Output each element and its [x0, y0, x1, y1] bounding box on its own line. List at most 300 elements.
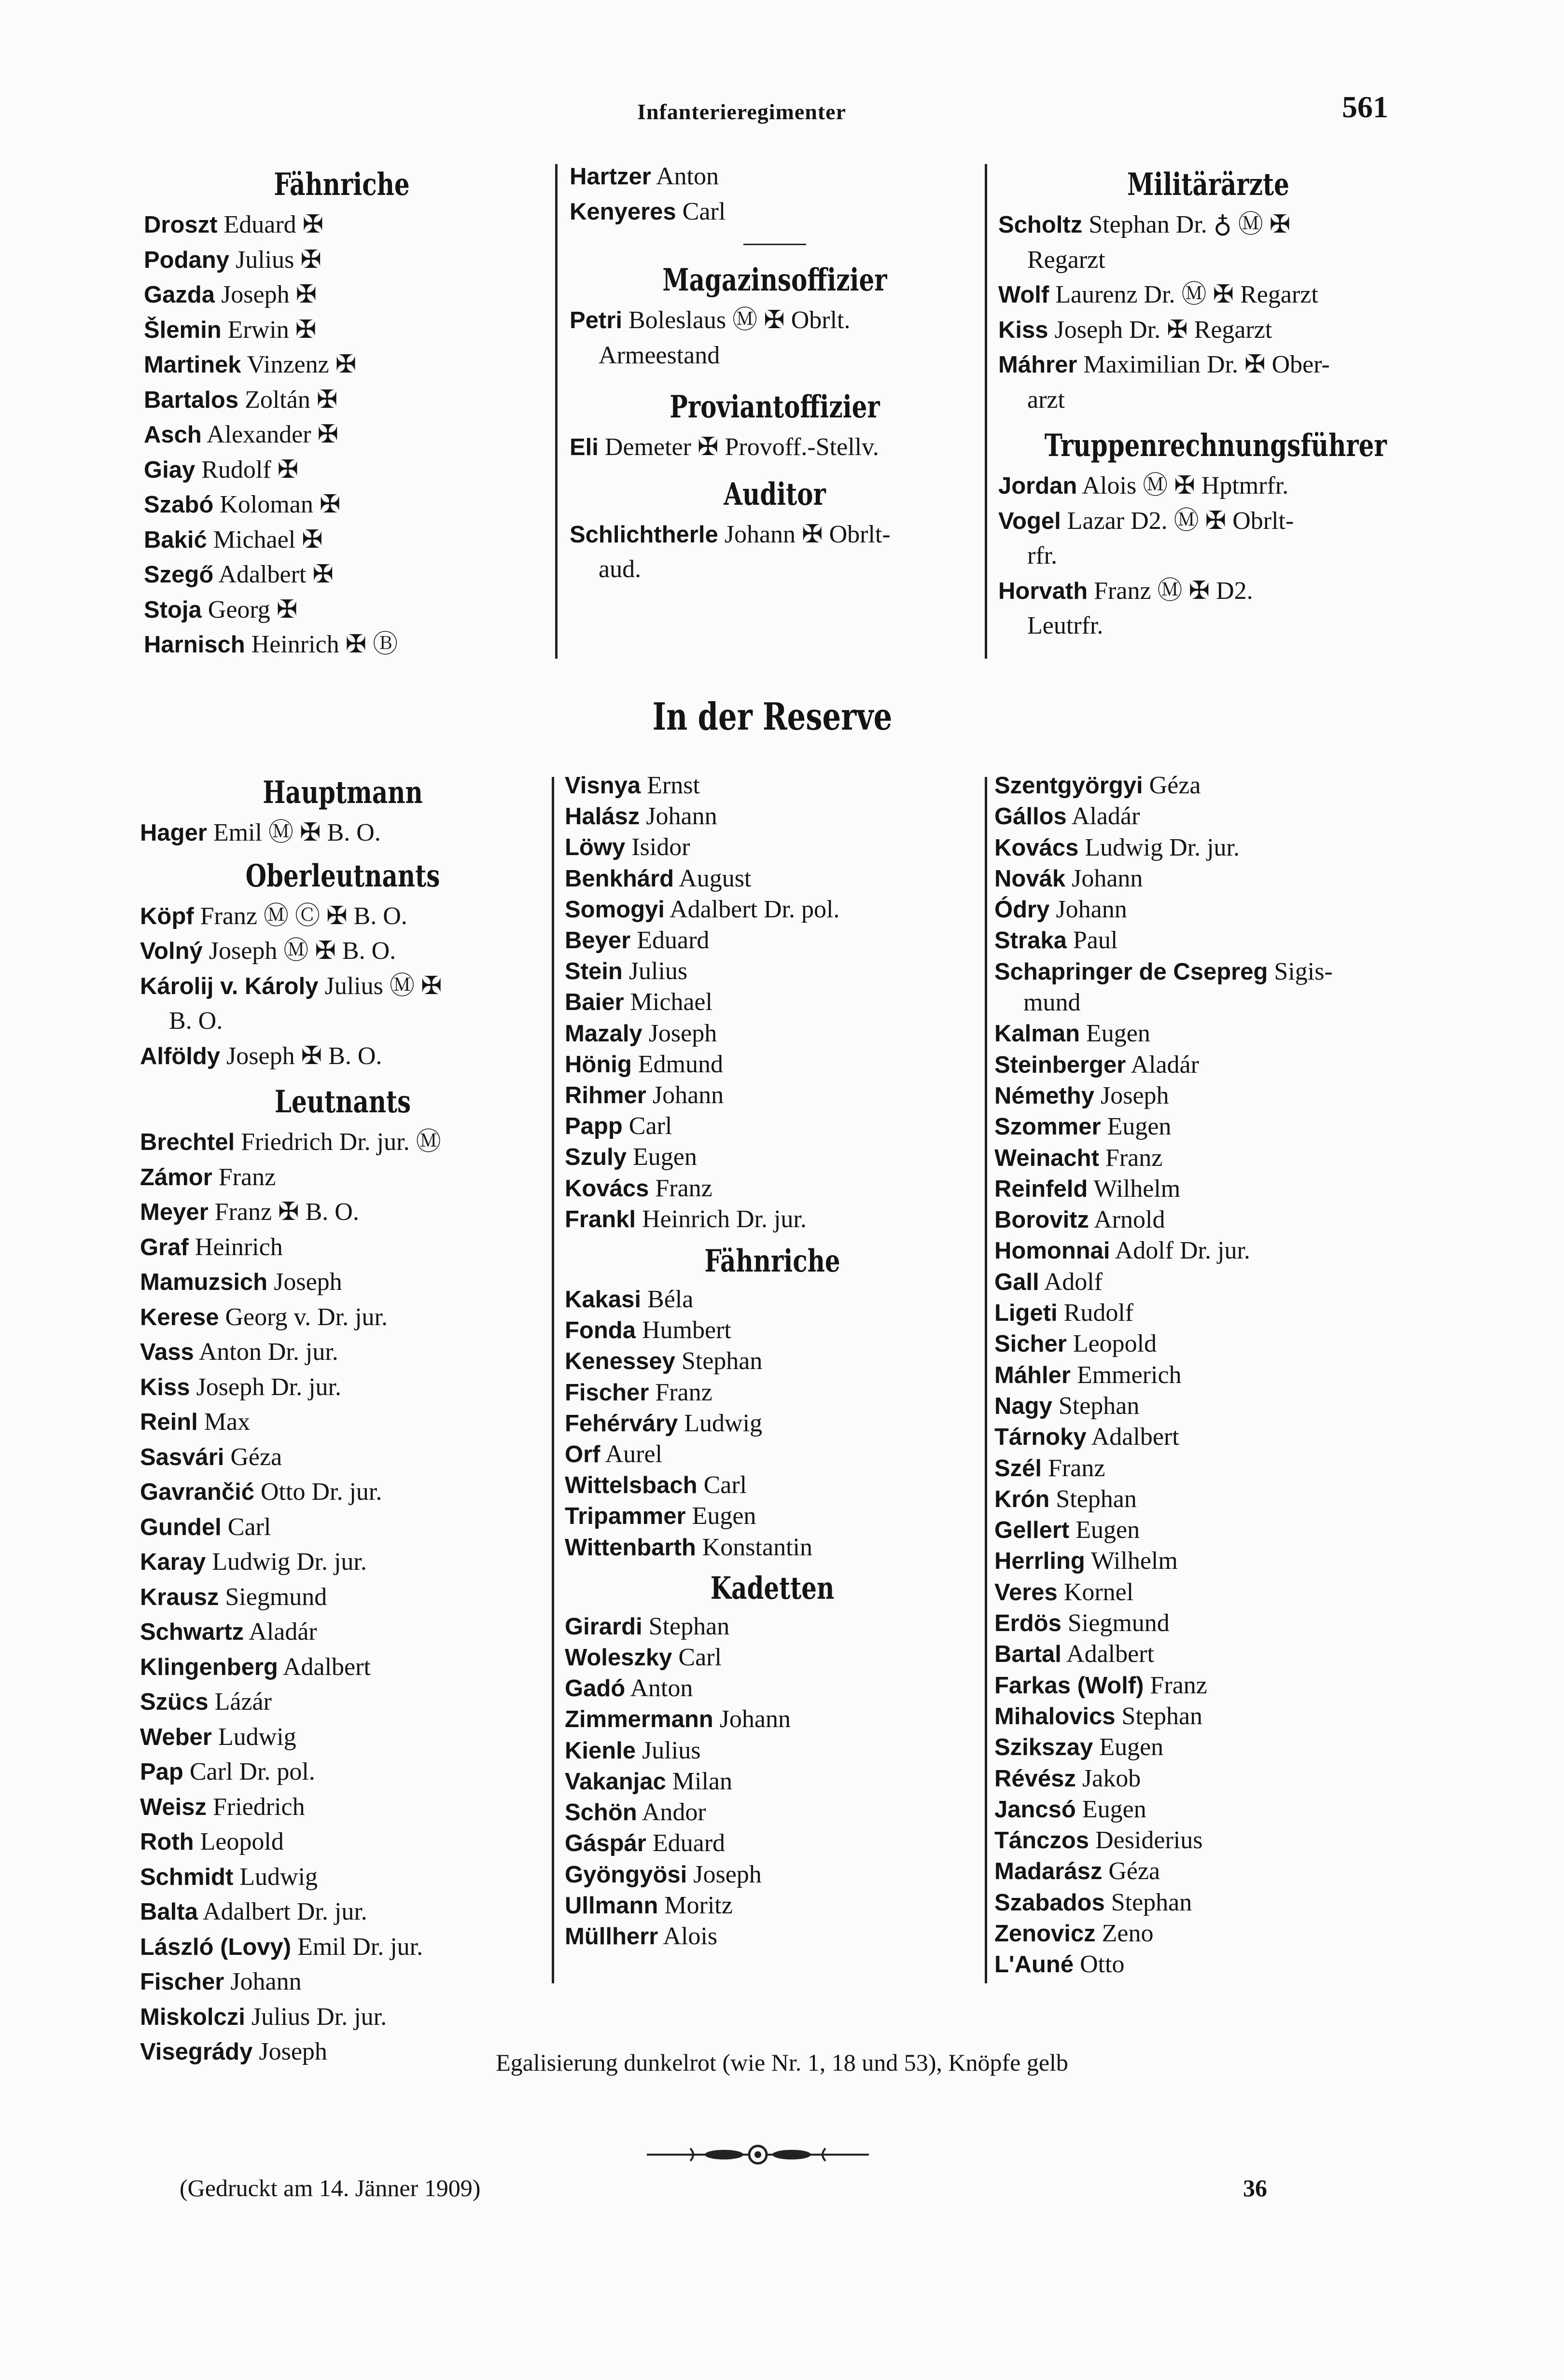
surname: Martinek [144, 352, 241, 378]
surname: Karay [140, 1549, 206, 1575]
list-item [140, 1195, 545, 1230]
leutnants-list [140, 1125, 545, 2070]
surname: Müllherr [565, 1923, 658, 1950]
surname: Farkas (Wolf) [994, 1672, 1144, 1699]
surname: Graf [140, 1234, 189, 1260]
given-name-and-rank: Adalbert [278, 1653, 371, 1681]
list-item [140, 1930, 545, 1965]
given-name-and-rank: Rudolf ✠ [195, 456, 299, 484]
surname: Révész [994, 1765, 1076, 1792]
faehnriche-list [144, 208, 540, 663]
reserve-heading: In der Reserve [652, 695, 893, 739]
surname: Vass [140, 1339, 194, 1365]
list-item [140, 1230, 545, 1265]
given-name-and-rank: Paul [1066, 927, 1118, 955]
given-name-and-rank: Emmerich [1070, 1361, 1182, 1389]
list-item [565, 1173, 980, 1204]
list-item [565, 1080, 980, 1111]
surname: Kovács [565, 1175, 649, 1202]
top-column-middle [570, 159, 980, 587]
list-item [565, 1673, 980, 1704]
section-heading-auditor: Auditor [724, 476, 826, 512]
given-name-and-rank: Franz [1099, 1144, 1163, 1172]
list-item [565, 1470, 980, 1501]
list-item [565, 894, 980, 925]
list-item [998, 347, 1418, 383]
list-item [998, 208, 1418, 243]
list-item [140, 1545, 545, 1580]
surname: Károlij v. Károly [140, 973, 319, 999]
given-name-and-rank: Heinrich [188, 1233, 283, 1261]
section-heading-oberleutnants: Oberleutnants [245, 858, 440, 894]
given-name-and-rank: Anton [651, 163, 719, 190]
surname: Fischer [140, 1969, 224, 1995]
surname: Droszt [144, 212, 218, 238]
list-item [565, 1501, 980, 1532]
list-item [565, 1408, 980, 1439]
surname: Brechtel [140, 1129, 235, 1155]
list-item [565, 1611, 980, 1642]
surname: Scholtz [998, 212, 1083, 238]
list-item [565, 1704, 980, 1735]
list-item [144, 417, 540, 453]
surname: Rihmer [565, 1082, 646, 1109]
given-name-and-rank: Béla [641, 1286, 694, 1314]
list-item [994, 1298, 1419, 1328]
given-name-and-rank: Eugen [1101, 1113, 1172, 1141]
list-item [144, 208, 540, 243]
surname: Wolf [998, 282, 1049, 308]
given-name-and-rank: Vinzenz ✠ [241, 351, 357, 378]
given-name-and-rank: Ludwig [678, 1409, 763, 1437]
column-divider [985, 164, 987, 659]
surname: Bartalos [144, 387, 239, 413]
top-column-faehnriche [144, 159, 540, 663]
given-name-and-rank: Joseph [267, 1268, 342, 1296]
surname: Roth [140, 1829, 194, 1855]
proviant-list [570, 430, 980, 465]
surname: Gáspár [565, 1830, 646, 1857]
list-item [994, 1422, 1419, 1453]
surname: Novák [994, 865, 1066, 892]
list-item [140, 1160, 545, 1195]
given-name-and-rank: Franz Ⓜ Ⓒ ✠ B. O. [194, 902, 407, 930]
given-name-and-rank: Eugen [626, 1143, 697, 1171]
surname: Hager [140, 820, 207, 846]
surname: Benkhárd [565, 865, 674, 892]
list-item [994, 1825, 1419, 1856]
surname: Volný [140, 938, 203, 964]
surname: Beyer [565, 927, 631, 954]
list-item [140, 1004, 545, 1039]
list-item [565, 1284, 980, 1315]
given-name-and-rank: Wilhelm [1088, 1175, 1181, 1203]
surname: Tripammer [565, 1503, 686, 1530]
surname: Wittenbarth [565, 1534, 696, 1561]
given-name-and-rank: Stephan [642, 1612, 730, 1640]
given-name-and-rank: Aladár [1126, 1051, 1199, 1079]
given-name-and-rank: Adalbert [1086, 1423, 1179, 1451]
surname: Krausz [140, 1584, 219, 1610]
surname: Gundel [140, 1514, 222, 1540]
given-name-and-rank: Carl [221, 1513, 271, 1541]
given-name-and-rank: Joseph [1094, 1081, 1169, 1109]
surname: Kiss [140, 1374, 190, 1400]
given-name-and-rank: Adolf Dr. jur. [1110, 1237, 1250, 1265]
given-name-and-rank: Géza [1143, 772, 1201, 799]
surname: Petri [570, 307, 622, 333]
given-name-and-rank: Stephan [675, 1347, 763, 1375]
list-item [565, 1735, 980, 1766]
surname: Ullmann [565, 1892, 658, 1919]
list-item [144, 523, 540, 558]
list-item [994, 1918, 1419, 1949]
list-item [570, 159, 980, 194]
given-name-and-rank: Moritz [658, 1891, 733, 1919]
surname: Schön [565, 1799, 637, 1826]
given-name-and-rank: arzt [1027, 386, 1065, 414]
given-name-and-rank: Heinrich Dr. jur. [636, 1205, 807, 1233]
list-item [994, 1577, 1419, 1608]
given-name-and-rank: Aurel [600, 1440, 663, 1468]
surname: Weber [140, 1724, 212, 1750]
militaeraerzte-list [998, 208, 1418, 417]
list-item [144, 243, 540, 278]
list-item [565, 863, 980, 894]
list-item [140, 1790, 545, 1825]
list-item [994, 1856, 1419, 1887]
given-name-and-rank: Lazar D2. Ⓜ ✠ Obrlt- [1061, 507, 1294, 535]
given-name-and-rank: Stephan [1104, 1888, 1192, 1916]
list-item [565, 832, 980, 863]
given-name-and-rank: Siegmund [219, 1583, 327, 1611]
list-item [994, 801, 1419, 832]
given-name-and-rank: Demeter ✠ Provoff.-Stellv. [598, 433, 879, 461]
surname: Szabó [144, 492, 214, 518]
surname: Szél [994, 1455, 1042, 1481]
list-item [994, 1515, 1419, 1546]
ornament-divider-icon [647, 2143, 869, 2167]
surname: Mamuzsich [140, 1269, 268, 1295]
given-name-and-rank: Adalbert ✠ [213, 561, 334, 588]
list-item [565, 1828, 980, 1859]
given-name-and-rank: Koloman ✠ [213, 491, 341, 518]
given-name-and-rank: mund [1023, 989, 1081, 1017]
given-name-and-rank: Friedrich Dr. jur. Ⓜ [235, 1128, 441, 1156]
list-item [994, 1050, 1419, 1080]
given-name-and-rank: Julius [622, 957, 688, 985]
page-number: 561 [1342, 90, 1388, 124]
list-item [144, 277, 540, 313]
list-item [994, 1453, 1419, 1484]
list-item [144, 593, 540, 628]
list-item [998, 277, 1418, 313]
given-name-and-rank: Zeno [1095, 1919, 1154, 1947]
list-item [140, 816, 545, 851]
surname: Bakić [144, 526, 207, 553]
surname: Mazaly [565, 1020, 642, 1047]
running-title: Infanterieregimenter [637, 99, 846, 124]
surname: Schwartz [140, 1619, 244, 1645]
given-name-and-rank: Géza [224, 1443, 282, 1471]
list-item [994, 1732, 1419, 1763]
list-item [998, 383, 1418, 418]
list-item [565, 1921, 980, 1952]
given-name-and-rank: Johann [224, 1968, 302, 1995]
list-item [994, 1174, 1419, 1204]
given-name-and-rank: Géza [1102, 1857, 1160, 1885]
reserve-column-officers [140, 767, 545, 2070]
list-item [565, 801, 980, 832]
given-name-and-rank: Leopold [194, 1828, 284, 1855]
list-item [140, 1475, 545, 1510]
surname: Gall [994, 1269, 1039, 1295]
surname: Fischer [565, 1379, 649, 1406]
surname: Szabados [994, 1889, 1105, 1916]
surname: Gyöngyösi [565, 1861, 687, 1888]
list-item [994, 1763, 1419, 1794]
section-heading-magazin: Magazinsoffizier [662, 262, 887, 298]
surname: Homonnai [994, 1238, 1110, 1264]
surname: Weinacht [994, 1145, 1099, 1171]
given-name-and-rank: Aladár [244, 1618, 317, 1646]
list-item [994, 956, 1419, 987]
given-name-and-rank: Eduard ✠ [217, 211, 324, 238]
surname: Balta [140, 1899, 198, 1925]
list-item [140, 1265, 545, 1300]
surname: Szentgyörgyi [994, 773, 1143, 799]
list-item [570, 194, 980, 230]
given-name-and-rank: Ernst [641, 772, 700, 799]
surname: L'Auné [994, 1951, 1074, 1978]
list-item [994, 1546, 1419, 1577]
list-item [140, 1300, 545, 1335]
list-item [140, 1125, 545, 1160]
given-name-and-rank: Anton [625, 1674, 693, 1702]
kadetten-list [565, 1611, 980, 1952]
given-name-and-rank: Joseph [642, 1019, 717, 1047]
given-name-and-rank: Andor [637, 1799, 706, 1827]
list-item [994, 832, 1419, 863]
surname: Straka [994, 927, 1067, 954]
given-name-and-rank: Julius [636, 1736, 701, 1764]
magazin-list [570, 303, 980, 373]
list-item [565, 1377, 980, 1408]
given-name-and-rank: Wilhelm [1085, 1547, 1178, 1575]
surname: Woleszky [565, 1645, 672, 1671]
given-name-and-rank: Adalbert Dr. jur. [197, 1898, 367, 1925]
egalisierung-note: Egalisierung dunkelrot (wie Nr. 1, 18 und 53), Knöpfe gelb [496, 2049, 1068, 2076]
list-item [998, 609, 1418, 644]
given-name-and-rank: rfr. [1027, 542, 1058, 569]
surname: Visegrády [140, 2039, 253, 2065]
officer-list [570, 159, 980, 229]
surname: Eli [570, 434, 599, 460]
list-item [994, 1887, 1419, 1918]
given-name-and-rank: Joseph Dr. ✠ Regarzt [1048, 316, 1272, 344]
column-divider [555, 164, 558, 659]
given-name-and-rank: Rudolf [1057, 1299, 1134, 1327]
given-name-and-rank: Eduard [646, 1829, 726, 1857]
given-name-and-rank: Friedrich [206, 1793, 305, 1821]
list-item [140, 1440, 545, 1475]
surname: Madarász [994, 1858, 1103, 1885]
surname: Kienle [565, 1737, 636, 1764]
surname: Orf [565, 1441, 600, 1468]
list-item [565, 1439, 980, 1470]
list-item [994, 1267, 1419, 1298]
surname: Máhler [994, 1362, 1071, 1388]
given-name-and-rank: Stephan [1052, 1392, 1140, 1420]
given-name-and-rank: Leutrfr. [1027, 612, 1103, 639]
surname: Némethy [994, 1082, 1094, 1109]
list-item [994, 1670, 1419, 1701]
given-name-and-rank: Alexander ✠ [201, 421, 339, 448]
list-item [140, 1510, 545, 1545]
given-name-and-rank: Joseph [252, 2038, 327, 2065]
list-item [140, 1650, 545, 1685]
list-item [994, 1701, 1419, 1732]
list-item [994, 1204, 1419, 1235]
list-item [994, 1080, 1419, 1111]
surname: Harnisch [144, 632, 245, 658]
given-name-and-rank: Leopold [1066, 1330, 1157, 1358]
surname: Hartzer [570, 164, 651, 190]
section-heading-kadetten: Kadetten [710, 1570, 835, 1606]
surname: Szegő [144, 562, 214, 588]
list-item [144, 487, 540, 523]
given-name-and-rank: Alois [658, 1922, 718, 1950]
given-name-and-rank: Julius Ⓜ ✠ [318, 972, 442, 1000]
surname: Fonda [565, 1317, 636, 1344]
list-item [565, 1859, 980, 1890]
surname: Gellert [994, 1517, 1070, 1544]
given-name-and-rank: Eugen [1093, 1733, 1164, 1761]
list-item [998, 469, 1418, 504]
given-name-and-rank: Eduard [630, 927, 710, 955]
list-item [994, 1608, 1419, 1639]
surname: Nagy [994, 1393, 1052, 1419]
given-name-and-rank: Heinrich ✠ Ⓑ [245, 631, 398, 658]
surname: Herrling [994, 1548, 1085, 1575]
list-item [140, 1965, 545, 2000]
auditor-list [570, 517, 980, 587]
given-name-and-rank: Eugen [1069, 1516, 1140, 1544]
given-name-and-rank: Joseph ✠ [215, 281, 317, 308]
section-heading-leutnants: Leutnants [274, 1084, 411, 1120]
list-item [570, 552, 980, 587]
given-name-and-rank: Adolf [1039, 1268, 1103, 1296]
given-name-and-rank: Ludwig [233, 1863, 318, 1891]
list-item [998, 539, 1418, 574]
top-column-aerzte [998, 159, 1418, 644]
list-item [570, 517, 980, 553]
list-item [998, 243, 1418, 278]
list-item [994, 1794, 1419, 1825]
given-name-and-rank: Erwin ✠ [221, 316, 317, 344]
surname: Vogel [998, 508, 1061, 534]
surname: Giay [144, 457, 196, 483]
list-item [994, 1639, 1419, 1670]
surname: László (Lovy) [140, 1934, 292, 1960]
surname: Kakasi [565, 1287, 642, 1313]
surname: Weisz [140, 1794, 207, 1820]
column-divider [985, 777, 987, 1983]
list-item [565, 1049, 980, 1080]
surname: Horvath [998, 578, 1088, 604]
given-name-and-rank: Zoltán ✠ [238, 386, 338, 414]
surname: Meyer [140, 1199, 209, 1225]
column-divider [552, 777, 554, 1983]
surname: Máhrer [998, 352, 1077, 378]
surname: Mihalovics [994, 1703, 1116, 1730]
given-name-and-rank: Armeestand [599, 341, 720, 369]
surname: Schlichtherle [570, 521, 718, 548]
given-name-and-rank: Carl Dr. pol. [183, 1758, 315, 1785]
surname: Podany [144, 247, 229, 273]
list-item [570, 430, 980, 465]
list-item [994, 1143, 1419, 1174]
surname: Erdös [994, 1610, 1061, 1637]
surname: Szommer [994, 1114, 1101, 1140]
given-name-and-rank: Georg v. Dr. jur. [219, 1303, 388, 1331]
list-item [565, 1532, 980, 1563]
reserve-column-middle [565, 770, 980, 1952]
given-name-and-rank: Michael ✠ [207, 526, 323, 553]
given-name-and-rank: Desiderius [1089, 1827, 1203, 1854]
list-item [565, 1346, 980, 1377]
given-name-and-rank: Alois Ⓜ ✠ Hptmrfr. [1077, 472, 1289, 499]
list-item [565, 1142, 980, 1173]
given-name-and-rank: Stephan [1115, 1702, 1203, 1730]
given-name-and-rank: Edmund [631, 1050, 724, 1078]
surname: Kenessey [565, 1348, 675, 1375]
given-name-and-rank: Aladár [1066, 803, 1140, 830]
given-name-and-rank: Siegmund [1061, 1609, 1170, 1637]
surname: Girardi [565, 1613, 642, 1640]
surname: Halász [565, 803, 640, 830]
list-item [994, 1360, 1419, 1391]
oberleutnants-list [140, 899, 545, 1074]
list-item [140, 1335, 545, 1370]
surname: Schapringer de Csepreg [994, 958, 1268, 985]
given-name-and-rank: Franz [649, 1378, 712, 1406]
given-name-and-rank: Anton Dr. jur. [194, 1338, 338, 1366]
list-item [565, 956, 980, 987]
list-item [565, 770, 980, 801]
given-name-and-rank: Eugen [1080, 1020, 1150, 1048]
given-name-and-rank: Johann [646, 1081, 724, 1109]
surname: Szücs [140, 1689, 209, 1715]
list-item [994, 1111, 1419, 1142]
list-item [565, 987, 980, 1018]
section-heading-hauptmann: Hauptmann [263, 775, 423, 811]
list-item [140, 969, 545, 1004]
given-name-and-rank: Franz Ⓜ ✠ D2. [1088, 577, 1253, 605]
surname: Vakanjac [565, 1768, 666, 1795]
section-heading-proviant: Proviantoffizier [670, 389, 880, 425]
given-name-and-rank: Franz ✠ B. O. [208, 1198, 359, 1226]
surname: Kenyeres [570, 198, 676, 225]
surname: Zimmermann [565, 1706, 713, 1733]
given-name-and-rank: Franz [1144, 1671, 1207, 1699]
list-item [994, 1235, 1419, 1266]
given-name-and-rank: Ludwig Dr. jur. [1078, 833, 1240, 861]
faehnriche-reserve-list [565, 1284, 980, 1563]
list-item [565, 1642, 980, 1673]
reserve-list [565, 770, 980, 1235]
surname: Gavrančić [140, 1479, 254, 1505]
